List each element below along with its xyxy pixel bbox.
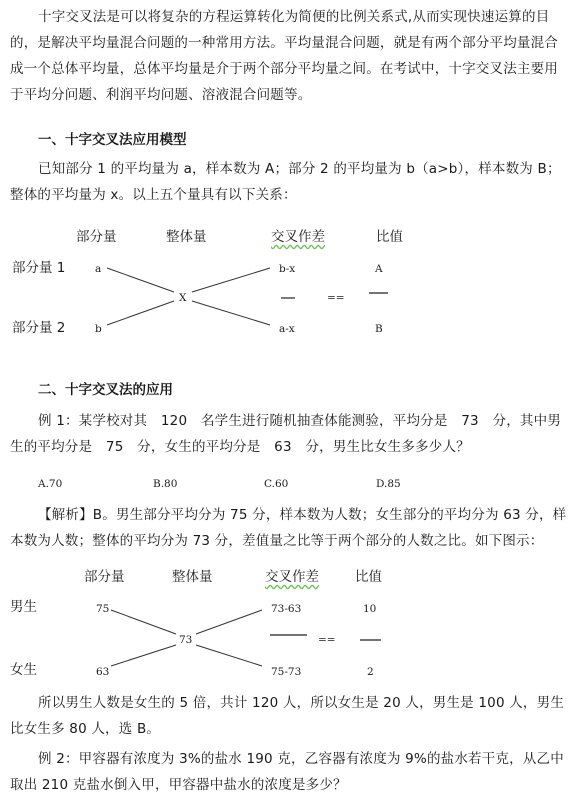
- header-ratio: 比值: [355, 569, 382, 585]
- header-whole: 整体量: [166, 229, 207, 245]
- ratio1-value: A: [375, 263, 383, 275]
- header-part: 部分量: [84, 569, 125, 585]
- header-whole: 整体量: [172, 569, 213, 585]
- equals-sign: ==: [318, 634, 336, 646]
- row1-label: 男生: [10, 599, 37, 615]
- header-cross-diff: 交叉作差: [265, 569, 319, 585]
- section1-heading: 一、十字交叉法应用模型: [38, 132, 187, 148]
- section2-heading: 二、十字交叉法的应用: [38, 382, 173, 398]
- equals-sign: ==: [327, 292, 345, 304]
- analysis-text: 【解析】B。男生部分平均分为 75 分，样本数为人数；女生部分的平均分为 63 分，样本数为人数；整体的平均分为 73 分，差值量之比等于两个部分的人数之比。如下图示：: [10, 507, 567, 549]
- conclusion-text: 所以男生人数是女生的 5 倍，共计 120 人，所以女生是 20 人，男生是 100 人，男生比女生多 80 人，选 B。: [10, 695, 565, 737]
- whole-value: X: [179, 292, 187, 304]
- intro-paragraph: 十字交叉法是可以将复杂的方程运算转化为简便的比例关系式,从而实现快速运算的目的，是解决平均量混合问题的一种常用方法。平均量混合问题，就是有两个部分平均量混合成一个总体平均量，总体平均量是介于两个部分平均量之间。在考试中，十字交叉法主要用于平均分问题、利润平均问题、溶液混合问题等。: [10, 9, 558, 103]
- cross-line-part2: [111, 645, 176, 666]
- ratio2-value: 2: [367, 666, 374, 678]
- cross-line-part2: [107, 301, 174, 325]
- part2-value: 63: [96, 666, 110, 678]
- diff1-value: 73-63: [271, 603, 302, 615]
- cross-line-part1: [107, 268, 174, 292]
- ratio2-value: B: [375, 323, 383, 335]
- header-part: 部分量: [76, 229, 117, 245]
- header-cross-diff: 交叉作差: [271, 229, 325, 245]
- option-a: A.70: [38, 478, 63, 490]
- example1-text: 例 1：某学校对其 120 名学生进行随机抽查体能测验，平均分是 73 分，其中男生的平均分是 75 分，女生的平均分是 63 分，男生比女生多多少人？: [10, 413, 562, 455]
- cross-line-part1: [111, 610, 176, 634]
- diff2-value: a-x: [279, 323, 295, 335]
- cross-line-diff1: [196, 610, 262, 634]
- row2-label: 部分量 2: [12, 320, 66, 336]
- header-ratio: 比值: [376, 229, 403, 245]
- ratio1-value: 10: [363, 603, 377, 615]
- part1-value: 75: [96, 603, 110, 615]
- diff2-value: 75-73: [271, 666, 302, 678]
- option-c: C.60: [264, 478, 289, 490]
- whole-value: 73: [179, 634, 193, 646]
- part1-value: a: [95, 263, 102, 275]
- cross-line-diff1: [192, 268, 270, 292]
- option-d: D.85: [376, 478, 401, 490]
- cross-line-diff2: [192, 301, 270, 325]
- diff1-value: b-x: [279, 263, 296, 275]
- cross-line-diff2: [196, 645, 262, 666]
- row2-label: 女生: [10, 662, 37, 678]
- part2-value: b: [95, 323, 102, 335]
- option-b: B.80: [153, 478, 178, 490]
- row1-label: 部分量 1: [12, 260, 66, 276]
- section1-text: 已知部分 1 的平均量为 a，样本数为 A；部分 2 的平均量为 b（a>b），样本数为 B；整体的平均量为 x。以上五个量具有以下关系：: [10, 161, 561, 203]
- example2-text: 例 2：甲容器有浓度为 3%的盐水 190 克，乙容器有浓度为 9%的盐水若干克，从乙中取出 210 克盐水倒入甲，甲容器中盐水的浓度是多少？: [10, 751, 564, 793]
